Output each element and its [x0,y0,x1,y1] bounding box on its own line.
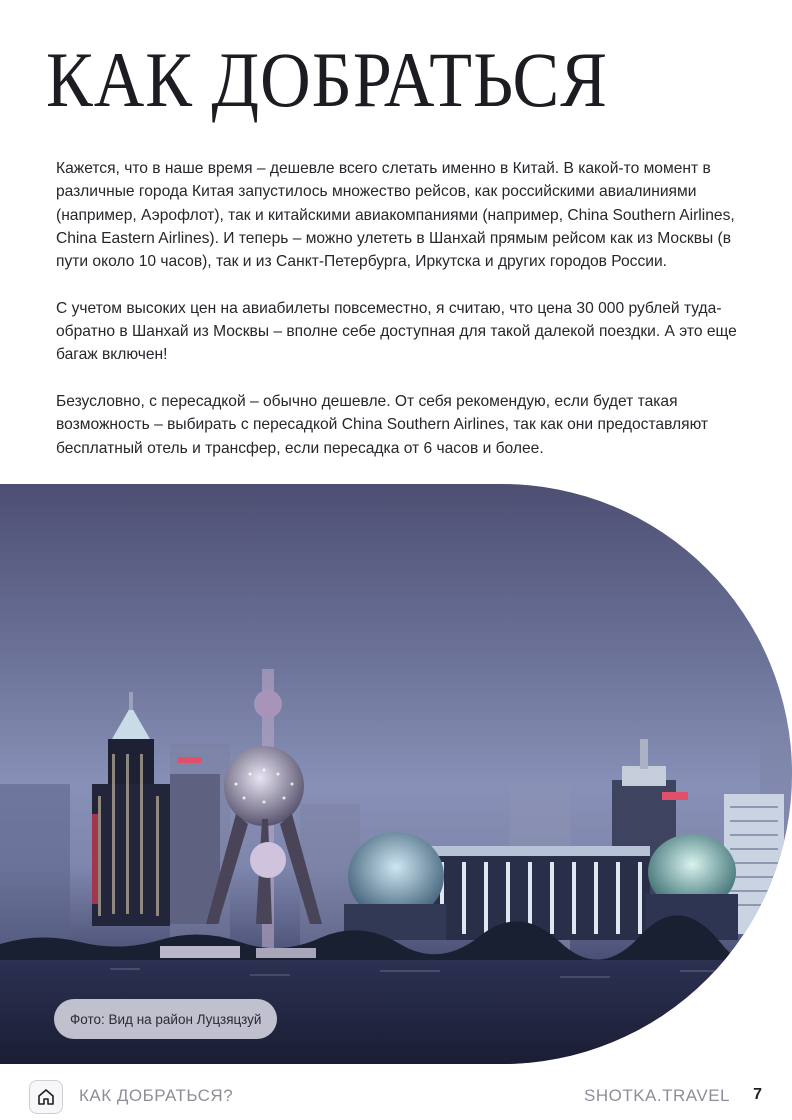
photo-caption: Фото: Вид на район Луцзяцзуй [54,999,277,1039]
paragraph-intro: Кажется, что в наше время – дешевле всего слетать именно в Китай. В какой-то момент в различные города Китая запустилось множество рейсов, как российскими авиалиниями (например, Аэрофлот), так и китайскими авиакомпаниями (например, China Southern Airlines, China Eastern Airlines). И теперь – можно улететь в Шанхай прямым рейсом как из Москвы (в пути около 10 часов), так и из Санкт-Петербурга, Иркутска и других городов России. [56,160,735,271]
home-button[interactable] [29,1080,63,1114]
page-footer [0,1074,792,1120]
paragraph-transfer: Безусловно, с пересадкой – обычно дешевле. От себя рекомендую, если будет такая возможность – выбирать с пересадкой China Southern Airlines, так как они предоставляют бесплатный отель и трансфер, если пересадка от 6 часов и более. [56,392,709,457]
footer-section-link[interactable]: КАК ДОБРАТЬСЯ? [79,1086,234,1105]
page-title: КАК ДОБРАТЬСЯ [46,37,608,124]
footer-brand[interactable]: SHOTKA.TRAVEL [584,1086,730,1105]
city-skyline-photo [0,484,792,1064]
home-icon [37,1088,55,1106]
page-number: 7 [753,1086,762,1103]
paragraph-price: С учетом высоких цен на авиабилеты повсеместно, я считаю, что цена 30 000 рублей туда-обратно в Шанхай из Москвы – вполне себе доступная для такой далекой поездки. А это еще багаж включен! [56,299,737,364]
skyline-illustration [0,484,792,1064]
article-body [56,157,746,483]
